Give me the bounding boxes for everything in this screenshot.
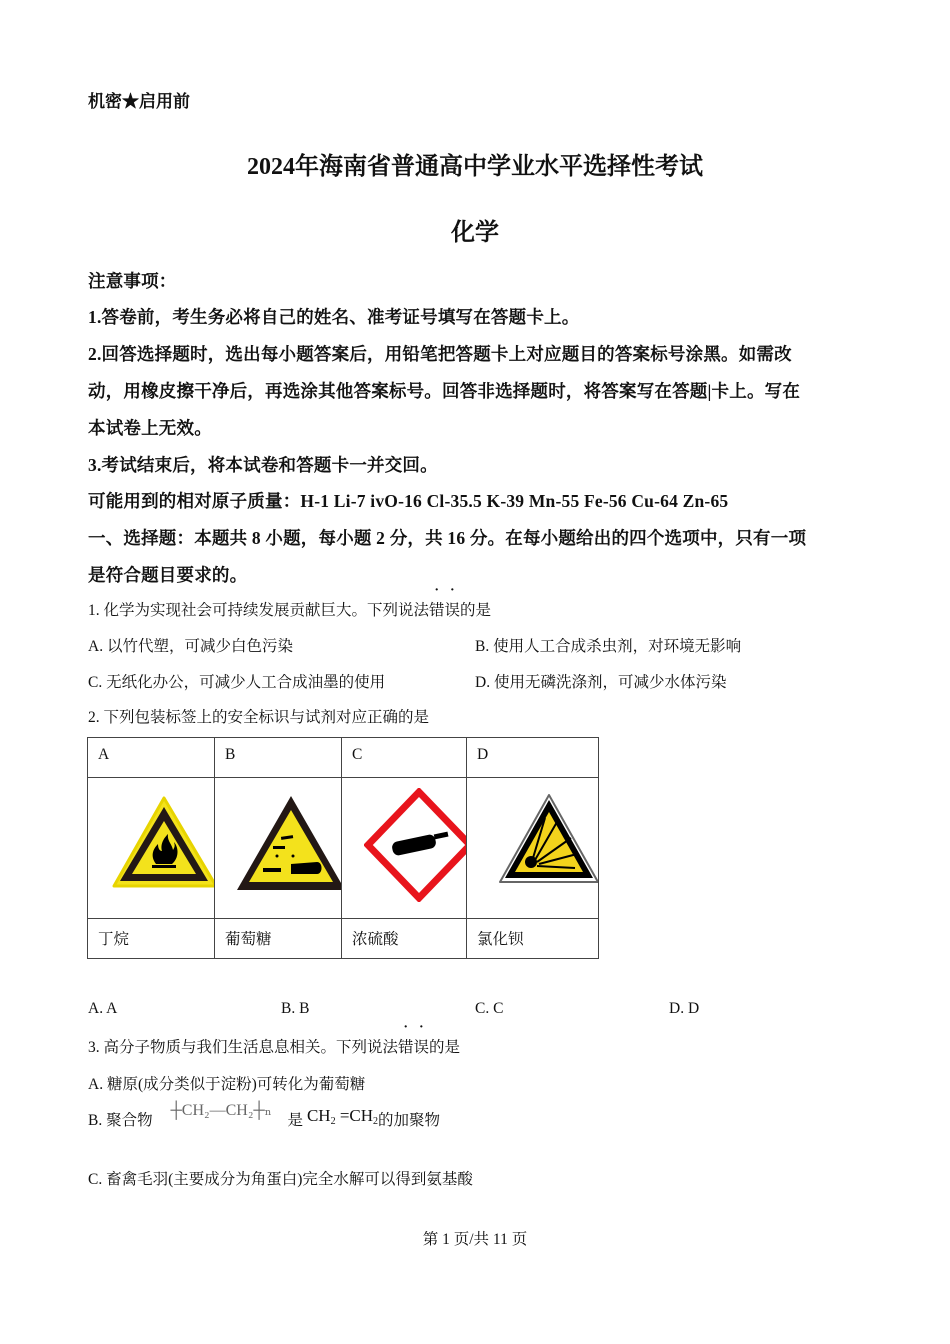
emphasis-char: 误 <box>413 1039 430 1056</box>
emphasis-char: 错 <box>398 1039 414 1056</box>
option-text: 是 <box>287 1112 304 1129</box>
formula-part: =CH <box>335 1106 374 1125</box>
question-3-stem <box>88 1035 460 1057</box>
question-1-option-d: D. 使用无磷洗涤剂，可减少水体污染 <box>475 674 727 691</box>
note-item-2-line-3: 本试卷上无效。 <box>88 418 212 438</box>
reagent-glucose: 葡萄糖 <box>215 919 342 959</box>
question-3-option-a: A. 糖原(成分类似于淀粉)可转化为葡萄糖 <box>88 1076 366 1093</box>
reagent-butane: 丁烷 <box>88 919 215 959</box>
reagent-conc-sulfuric-acid: 浓硫酸 <box>342 919 467 959</box>
sign-cell-c <box>342 778 467 919</box>
stem-text: 的是 <box>429 1039 461 1056</box>
table-header-d: D <box>467 738 599 778</box>
question-1-option-c: C. 无纸化办公，可减少人工合成油墨的使用 <box>88 674 386 691</box>
question-3-option-b <box>88 1102 441 1131</box>
emphasis-char: 误 <box>444 602 461 619</box>
formula-part: CH <box>306 1106 331 1125</box>
note-item-2-line-1: 2.回答选择题时，选出每小题答案后，用铅笔把答题卡上对应题目的答案标号涂黑。如需改 <box>88 344 792 364</box>
exam-title: 2024年海南省普通高中学业水平选择性考试 <box>247 154 703 180</box>
subscript: 2 <box>373 1116 379 1127</box>
option-text: 的加聚物 <box>378 1112 441 1129</box>
sign-cell-b <box>215 778 342 919</box>
question-1-stem <box>88 598 491 620</box>
sign-cell-d <box>467 778 599 919</box>
monomer-formula <box>307 1106 378 1125</box>
table-header-c: C <box>342 738 467 778</box>
polymer-formula: ┼CH₂—CH₂┼ₙ <box>170 1102 272 1119</box>
question-2-option-d: D. D <box>669 1000 700 1017</box>
question-2-option-c: C. C <box>475 1000 504 1017</box>
question-1-option-a: A. 以竹代塑，可减少白色污染 <box>88 638 293 655</box>
safety-sign-table <box>87 737 599 959</box>
atomic-masses: 可能用到的相对原子质量：H-1 Li-7 ivO-16 Cl-35.5 K-39 Mn-55 Fe-56 Cu-64 Zn-65 <box>88 491 729 511</box>
notes-heading: 注意事项： <box>88 271 177 291</box>
note-item-1: 1.答卷前，考生务必将自己的姓名、准考证号填写在答题卡上。 <box>88 307 580 327</box>
subject-title: 化学 <box>451 220 499 246</box>
question-1-option-b: B. 使用人工合成杀虫剂，对环境无影响 <box>475 638 742 655</box>
section-1-heading: 一、选择题：本题共 8 小题，每小题 2 分，共 16 分。在每小题给出的四个选项中，只有一项 <box>88 528 807 548</box>
sign-cell-a <box>88 778 215 919</box>
gas-cylinder-hazard-icon <box>364 788 467 902</box>
note-item-3: 3.考试结束后，将本试卷和答题卡一并交回。 <box>88 455 438 475</box>
question-3-option-c: C. 畜禽毛羽(主要成分为角蛋白)完全水解可以得到氨基酸 <box>88 1171 473 1188</box>
page-footer: 第 1 页/共 11 页 <box>422 1231 528 1248</box>
corrosive-warning-icon <box>237 794 342 890</box>
stem-text: 1. 化学为实现社会可持续发展贡献巨大。下列说法 <box>88 602 430 619</box>
explosive-warning-icon <box>497 792 599 888</box>
subscript: 2 <box>330 1116 336 1127</box>
question-2-option-a: A. A <box>88 1000 118 1017</box>
question-2-option-b: B. B <box>281 1000 310 1017</box>
question-2-stem: 2. 下列包装标签上的安全标识与试剂对应正确的是 <box>88 709 430 726</box>
table-header-a: A <box>88 738 215 778</box>
stem-text: 3. 高分子物质与我们生活息息相关。下列说法 <box>88 1039 399 1056</box>
emphasis-char: 错 <box>429 602 445 619</box>
table-header-b: B <box>215 738 342 778</box>
section-1-heading-cont: 是符合题目要求的。 <box>88 565 248 585</box>
note-item-2-line-2: 动，用橡皮擦干净后，再选涂其他答案标号。回答非选择题时，将答案写在答题|卡上。写在 <box>88 381 801 401</box>
stem-text: 的是 <box>460 602 492 619</box>
flammable-warning-icon <box>110 794 215 890</box>
confidential-label: 机密★启用前 <box>88 92 190 111</box>
option-text: B. 聚合物 <box>88 1112 153 1129</box>
reagent-barium-chloride: 氯化钡 <box>467 919 599 959</box>
